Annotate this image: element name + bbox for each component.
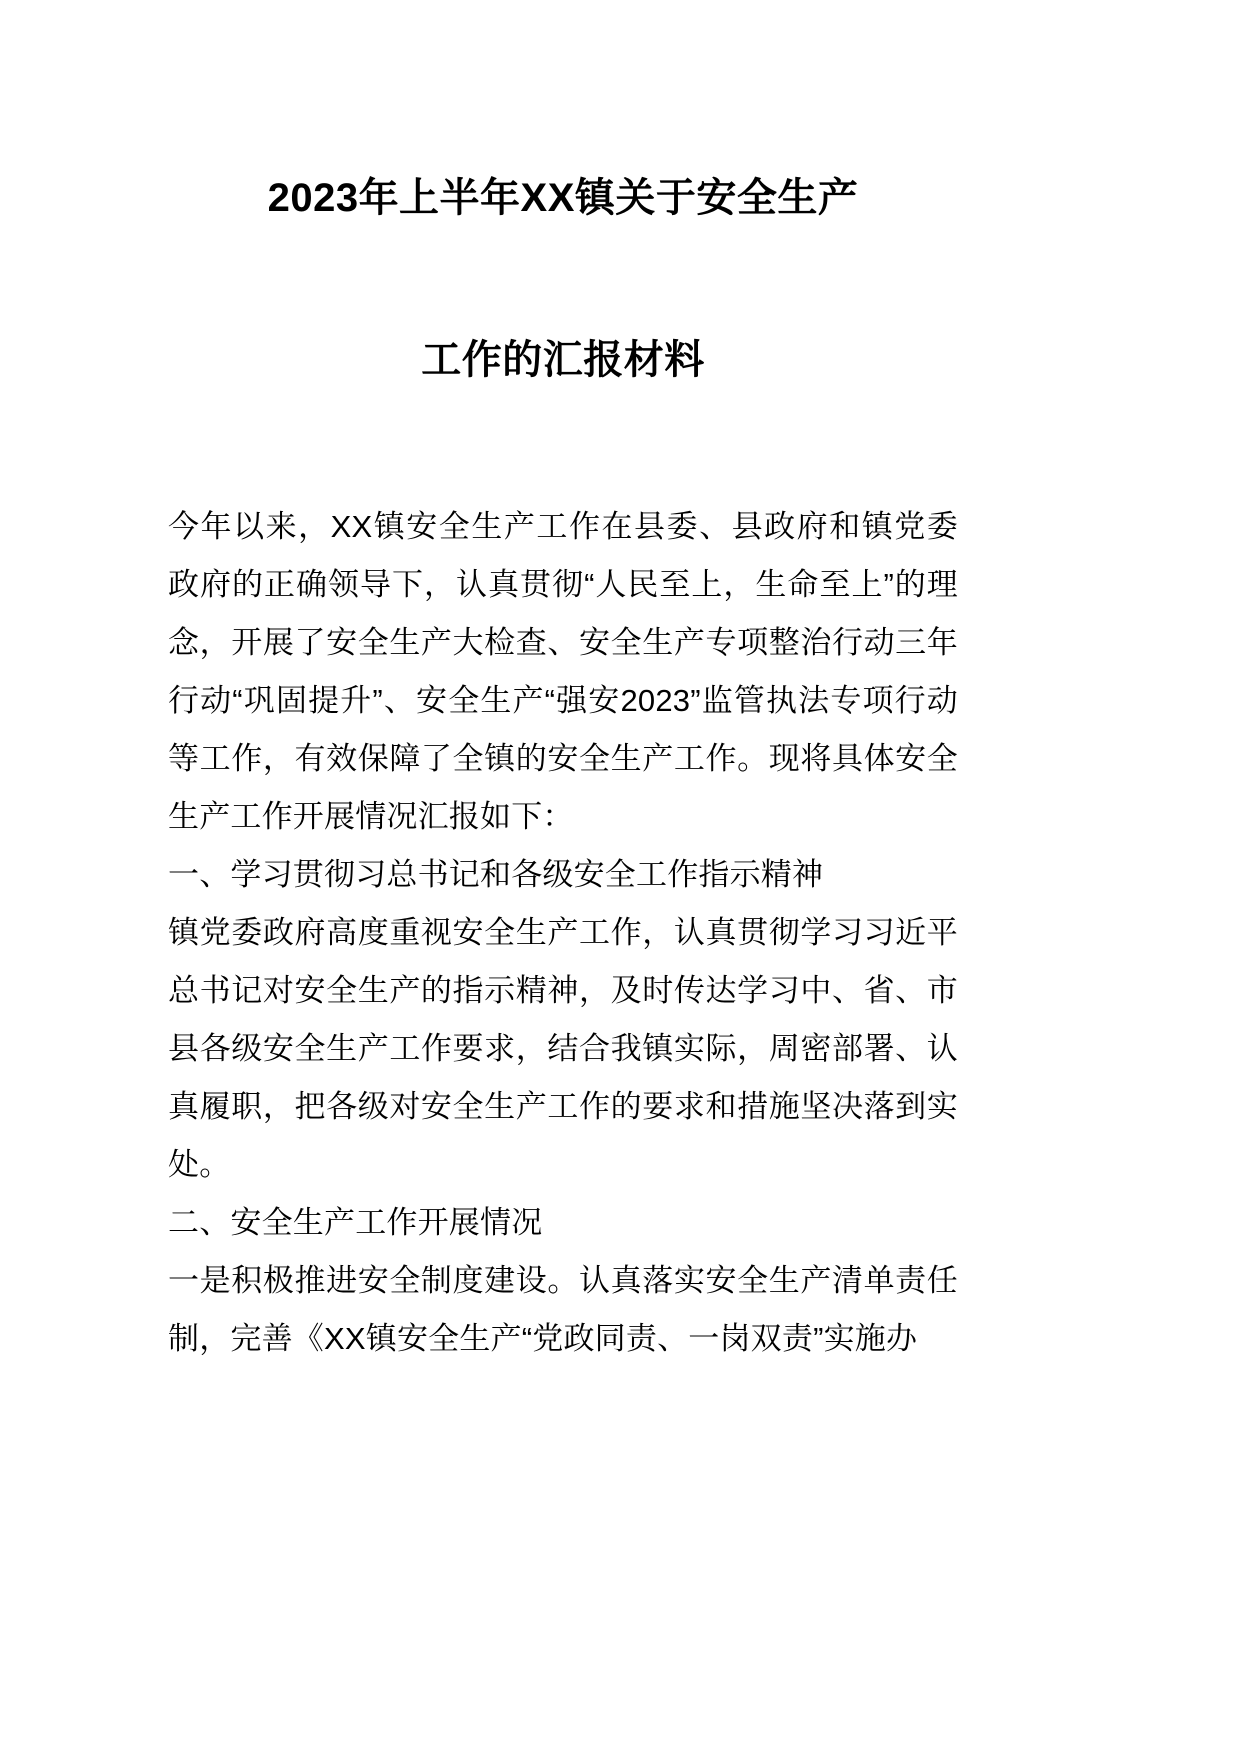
document-title-line-1: 2023年上半年XX镇关于安全生产 (267, 176, 859, 220)
document-title-line-2: 工作的汇报材料 (421, 338, 705, 382)
section-one-paragraph: 镇党委政府高度重视安全生产工作，认真贯彻学习习近平总书记对安全生产的指示精神，及时传达学习中、省、市县各级安全生产工作要求，结合我镇实际，周密部署、认真履职，把各级对安全生产工作的要求和措施坚决落到实处。 (168, 915, 958, 1182)
section-two-paragraph: 一是积极推进安全制度建设。认真落实安全生产清单责任制，完善《XX镇安全生产“党政同责、一岗双责”实施办 (168, 1263, 958, 1356)
document-content (168, 0, 958, 1368)
intro-paragraph: 今年以来，XX镇安全生产工作在县委、县政府和镇党委政府的正确领导下，认真贯彻“人民至上，生命至上”的理念，开展了安全生产大检查、安全生产专项整治行动三年行动“巩固提升”、安全生产“强安2023”监管执法专项行动等工作，有效保障了全镇的安全生产工作。现将具体安全生产工作开展情况汇报如下： (168, 509, 958, 834)
section-heading-two: 二、安全生产工作开展情况 (168, 1205, 543, 1240)
document-body (168, 498, 958, 1368)
section-heading-one: 一、学习贯彻习总书记和各级安全工作指示精神 (168, 857, 824, 892)
